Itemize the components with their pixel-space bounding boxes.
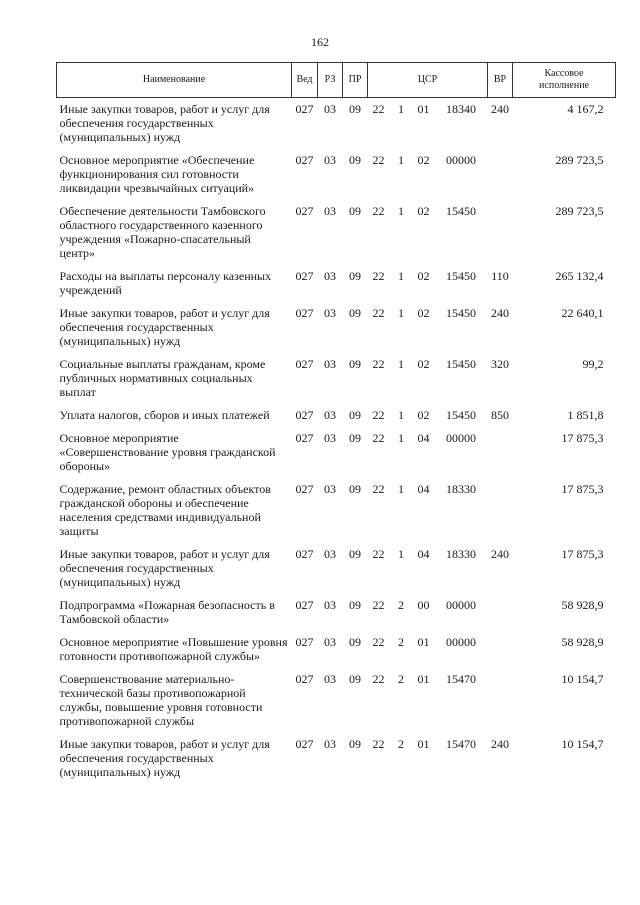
row-vr (488, 668, 513, 733)
row-amount: 58 928,9 (561, 598, 604, 612)
row-csr-subprogram: 1 (398, 408, 404, 422)
table-row (57, 668, 616, 733)
row-csr-program: 22 (372, 431, 385, 445)
row-csr-subprogram: 1 (398, 482, 404, 496)
row-pr: 09 (349, 357, 361, 371)
row-vr (488, 200, 513, 265)
row-csr-program: 22 (372, 102, 385, 116)
row-csr-event: 02 (417, 204, 430, 218)
table-row (57, 98, 616, 150)
row-rz: 03 (324, 598, 336, 612)
row-pr: 09 (349, 204, 361, 218)
row-csr-direction: 15450 (446, 408, 476, 422)
row-vr: 240 (491, 737, 510, 751)
budget-table (56, 62, 616, 784)
row-pr: 09 (349, 598, 361, 612)
row-rz: 03 (324, 547, 336, 561)
row-csr-event: 02 (417, 269, 430, 283)
row-rz: 03 (324, 357, 336, 371)
row-name: Совершенствование материально-технической базы противопожарной службы, повышение уровня готовности противопожарной службы (59, 672, 263, 728)
row-csr-direction: 15450 (446, 357, 476, 371)
row-pr: 09 (349, 737, 361, 751)
row-rz: 03 (324, 102, 336, 116)
row-name: Содержание, ремонт областных объектов гражданской обороны и обеспечение населения средствами индивидуальной защиты (59, 482, 271, 538)
row-pr: 09 (349, 547, 361, 561)
row-ved: 027 (295, 547, 314, 561)
row-csr-direction: 18330 (446, 547, 476, 561)
row-pr: 09 (349, 431, 361, 445)
row-csr-program: 22 (372, 306, 385, 320)
row-csr-direction: 15470 (446, 737, 476, 751)
row-name: Основное мероприятие «Совершенствование уровня гражданской обороны» (59, 431, 276, 473)
row-amount: 58 928,9 (561, 635, 604, 649)
row-csr-subprogram: 1 (398, 269, 404, 283)
row-amount: 22 640,1 (561, 306, 604, 320)
row-csr-direction: 15450 (446, 269, 476, 283)
row-rz: 03 (324, 635, 336, 649)
header-ved: Вед (292, 63, 318, 98)
row-ved: 027 (295, 598, 314, 612)
row-csr-subprogram: 2 (398, 672, 404, 686)
row-csr-program: 22 (372, 635, 385, 649)
row-csr-direction: 15470 (446, 672, 476, 686)
row-ved: 027 (295, 408, 314, 422)
row-csr-subprogram: 1 (398, 102, 404, 116)
row-name: Основное мероприятие «Повышение уровня готовности противопожарной службы» (59, 635, 288, 663)
row-pr: 09 (349, 482, 361, 496)
row-vr (488, 149, 513, 200)
table-header (57, 63, 616, 98)
row-rz: 03 (324, 269, 336, 283)
row-vr: 240 (491, 547, 510, 561)
row-csr-subprogram: 1 (398, 547, 404, 561)
header-amount (513, 63, 616, 98)
row-csr-direction: 18330 (446, 482, 476, 496)
row-csr-subprogram: 1 (398, 357, 404, 371)
row-ved: 027 (295, 635, 314, 649)
table-row (57, 733, 616, 784)
row-csr-direction: 15450 (446, 204, 476, 218)
row-csr-subprogram: 1 (398, 204, 404, 218)
row-vr: 850 (491, 408, 510, 422)
row-csr-event: 02 (417, 153, 430, 167)
row-amount: 10 154,7 (561, 672, 604, 686)
row-csr-direction: 15450 (446, 306, 476, 320)
table-row (57, 478, 616, 543)
row-amount: 99,2 (582, 357, 604, 371)
row-csr-subprogram: 2 (398, 737, 404, 751)
table-row (57, 543, 616, 594)
table-row (57, 200, 616, 265)
table-row (57, 149, 616, 200)
table-row (57, 265, 616, 302)
row-rz: 03 (324, 153, 336, 167)
header-pr: ПР (343, 63, 368, 98)
row-csr-program: 22 (372, 598, 385, 612)
row-vr (488, 427, 513, 478)
row-rz: 03 (324, 737, 336, 751)
row-csr-event: 04 (417, 431, 430, 445)
row-amount: 10 154,7 (561, 737, 604, 751)
row-pr: 09 (349, 269, 361, 283)
row-csr-subprogram: 2 (398, 598, 404, 612)
row-rz: 03 (324, 672, 336, 686)
row-csr-event: 02 (417, 408, 430, 422)
row-amount: 17 875,3 (561, 482, 604, 496)
row-vr (488, 631, 513, 668)
row-rz: 03 (324, 204, 336, 218)
header-csr: ЦСР (368, 63, 488, 98)
page-number: 162 (311, 35, 329, 49)
row-csr-event: 04 (417, 482, 430, 496)
table-row (57, 404, 616, 427)
row-csr-event: 04 (417, 547, 430, 561)
row-ved: 027 (295, 737, 314, 751)
row-rz: 03 (324, 306, 336, 320)
row-csr-program: 22 (372, 408, 385, 422)
row-csr-subprogram: 1 (398, 431, 404, 445)
row-csr-direction: 00000 (446, 431, 476, 445)
table-row (57, 427, 616, 478)
row-ved: 027 (295, 306, 314, 320)
row-csr-subprogram: 1 (398, 153, 404, 167)
row-name: Иные закупки товаров, работ и услуг для обеспечения государственных (муниципальных) нужд (59, 547, 270, 589)
row-vr: 110 (491, 269, 509, 283)
row-vr: 240 (491, 102, 510, 116)
row-csr-event: 01 (417, 635, 430, 649)
row-csr-program: 22 (372, 357, 385, 371)
row-name: Иные закупки товаров, работ и услуг для обеспечения государственных (муниципальных) нужд (59, 306, 270, 348)
row-csr-direction: 00000 (446, 598, 476, 612)
row-ved: 027 (295, 431, 314, 445)
row-csr-direction: 00000 (446, 635, 476, 649)
row-csr-event: 01 (417, 737, 430, 751)
row-amount: 17 875,3 (561, 431, 604, 445)
row-ved: 027 (295, 102, 314, 116)
row-ved: 027 (295, 357, 314, 371)
row-pr: 09 (349, 408, 361, 422)
row-csr-event: 01 (417, 672, 430, 686)
header-rz: РЗ (318, 63, 343, 98)
row-csr-subprogram: 2 (398, 635, 404, 649)
row-rz: 03 (324, 482, 336, 496)
row-name: Основное мероприятие «Обеспечение функционирования сил готовности ликвидации чрезвычайных ситуаций» (59, 153, 255, 195)
table-body (57, 98, 616, 785)
header-name: Наименование (57, 63, 292, 98)
row-csr-program: 22 (372, 269, 385, 283)
table-row (57, 631, 616, 668)
row-name: Обеспечение деятельности Тамбовского областного государственного казенного учреждения «Пожарно-спасательный центр» (59, 204, 266, 260)
row-csr-program: 22 (372, 547, 385, 561)
row-csr-direction: 18340 (446, 102, 476, 116)
row-ved: 027 (295, 269, 314, 283)
row-ved: 027 (295, 672, 314, 686)
row-amount: 1 851,8 (567, 408, 604, 422)
table-row (57, 353, 616, 404)
row-csr-program: 22 (372, 482, 385, 496)
row-pr: 09 (349, 153, 361, 167)
row-csr-direction: 00000 (446, 153, 476, 167)
row-name: Уплата налогов, сборов и иных платежей (59, 408, 270, 422)
row-rz: 03 (324, 408, 336, 422)
table-row (57, 594, 616, 631)
row-pr: 09 (349, 306, 361, 320)
row-vr: 320 (491, 357, 510, 371)
row-amount: 265 132,4 (555, 269, 604, 283)
table-row (57, 302, 616, 353)
row-csr-event: 01 (417, 102, 430, 116)
row-name: Расходы на выплаты персоналу казенных учреждений (59, 269, 272, 297)
row-csr-program: 22 (372, 153, 385, 167)
row-csr-subprogram: 1 (398, 306, 404, 320)
row-csr-event: 02 (417, 306, 430, 320)
row-csr-event: 00 (417, 598, 430, 612)
row-amount: 289 723,5 (555, 204, 604, 218)
header-amount-line1: Кассовое (544, 68, 584, 79)
row-name: Социальные выплаты гражданам, кроме публичных нормативных социальных выплат (59, 357, 266, 399)
row-vr (488, 594, 513, 631)
header-vr: ВР (488, 63, 513, 98)
row-rz: 03 (324, 431, 336, 445)
row-pr: 09 (349, 102, 361, 116)
row-vr: 240 (491, 306, 510, 320)
row-ved: 027 (295, 204, 314, 218)
header-amount-line2: исполнение (539, 80, 589, 91)
row-csr-program: 22 (372, 737, 385, 751)
row-pr: 09 (349, 635, 361, 649)
row-csr-event: 02 (417, 357, 430, 371)
row-name: Иные закупки товаров, работ и услуг для обеспечения государственных (муниципальных) нужд (59, 102, 270, 144)
row-csr-program: 22 (372, 204, 385, 218)
row-ved: 027 (295, 482, 314, 496)
row-amount: 4 167,2 (567, 102, 604, 116)
row-pr: 09 (349, 672, 361, 686)
row-amount: 17 875,3 (561, 547, 604, 561)
row-name: Иные закупки товаров, работ и услуг для обеспечения государственных (муниципальных) нужд (59, 737, 270, 779)
row-csr-program: 22 (372, 672, 385, 686)
row-amount: 289 723,5 (555, 153, 604, 167)
row-vr (488, 478, 513, 543)
row-name: Подпрограмма «Пожарная безопасность в Тамбовской области» (59, 598, 275, 626)
row-ved: 027 (295, 153, 314, 167)
